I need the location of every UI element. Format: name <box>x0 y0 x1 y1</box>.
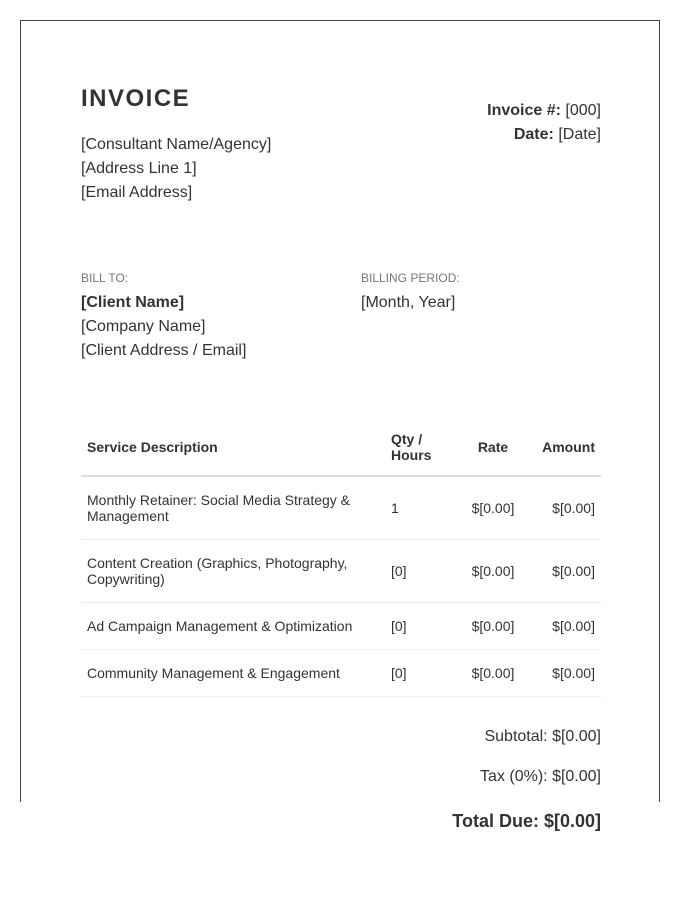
invoice-date-value: [Date] <box>558 126 601 143</box>
consultant-address: [Address Line 1] <box>81 160 197 177</box>
consultant-email: [Email Address] <box>81 184 193 201</box>
billing-period-block <box>361 271 601 315</box>
header-description: Service Description <box>81 419 391 476</box>
invoice-content <box>81 85 601 833</box>
row-rate: $[0.00] <box>457 476 529 540</box>
subtotal: Subtotal: $[0.00] <box>484 728 601 745</box>
billing-period-label: BILLING PERIOD: <box>361 271 460 285</box>
row-rate: $[0.00] <box>457 540 529 603</box>
invoice-meta <box>487 99 601 147</box>
invoice-header <box>81 85 601 245</box>
table-row <box>81 540 601 603</box>
invoice-page <box>20 20 660 831</box>
tax: Tax (0%): $[0.00] <box>480 768 601 785</box>
row-amount: $[0.00] <box>529 603 601 650</box>
company-name: [Company Name] <box>81 318 206 335</box>
consultant-name: [Consultant Name/Agency] <box>81 136 272 153</box>
total-due: Total Due: $[0.00] <box>452 811 601 831</box>
row-qty: [0] <box>391 650 457 697</box>
parties-section <box>81 271 601 391</box>
table-row <box>81 476 601 540</box>
row-qty: [0] <box>391 603 457 650</box>
invoice-date-label: Date: <box>513 126 554 143</box>
bill-to-label: BILL TO: <box>81 271 129 285</box>
billing-period-value: [Month, Year] <box>361 294 456 311</box>
client-contact: [Client Address / Email] <box>81 342 247 359</box>
row-amount: $[0.00] <box>529 476 601 540</box>
totals-section <box>81 725 601 833</box>
invoice-date-row <box>487 123 601 147</box>
invoice-number-value: [000] <box>565 102 601 119</box>
row-qty: 1 <box>391 476 457 540</box>
table-header-row <box>81 419 601 476</box>
row-description: Community Management & Engagement <box>81 650 391 697</box>
header-qty: Qty / Hours <box>391 419 457 476</box>
row-rate: $[0.00] <box>457 650 529 697</box>
invoice-number-row <box>487 99 601 123</box>
invoice-number-label: Invoice #: <box>487 102 561 119</box>
row-description: Monthly Retainer: Social Media Strategy & Management <box>81 476 391 540</box>
row-description: Content Creation (Graphics, Photography, Copywriting) <box>81 540 391 603</box>
header-rate: Rate <box>457 419 529 476</box>
table-row <box>81 650 601 697</box>
row-description: Ad Campaign Management & Optimization <box>81 603 391 650</box>
row-amount: $[0.00] <box>529 540 601 603</box>
bill-to-block <box>81 271 361 363</box>
row-amount: $[0.00] <box>529 650 601 697</box>
services-table <box>81 419 601 697</box>
row-qty: [0] <box>391 540 457 603</box>
table-row <box>81 603 601 650</box>
header-amount: Amount <box>529 419 601 476</box>
client-name: [Client Name] <box>81 294 185 311</box>
row-rate: $[0.00] <box>457 603 529 650</box>
invoice-title: INVOICE <box>81 85 191 112</box>
